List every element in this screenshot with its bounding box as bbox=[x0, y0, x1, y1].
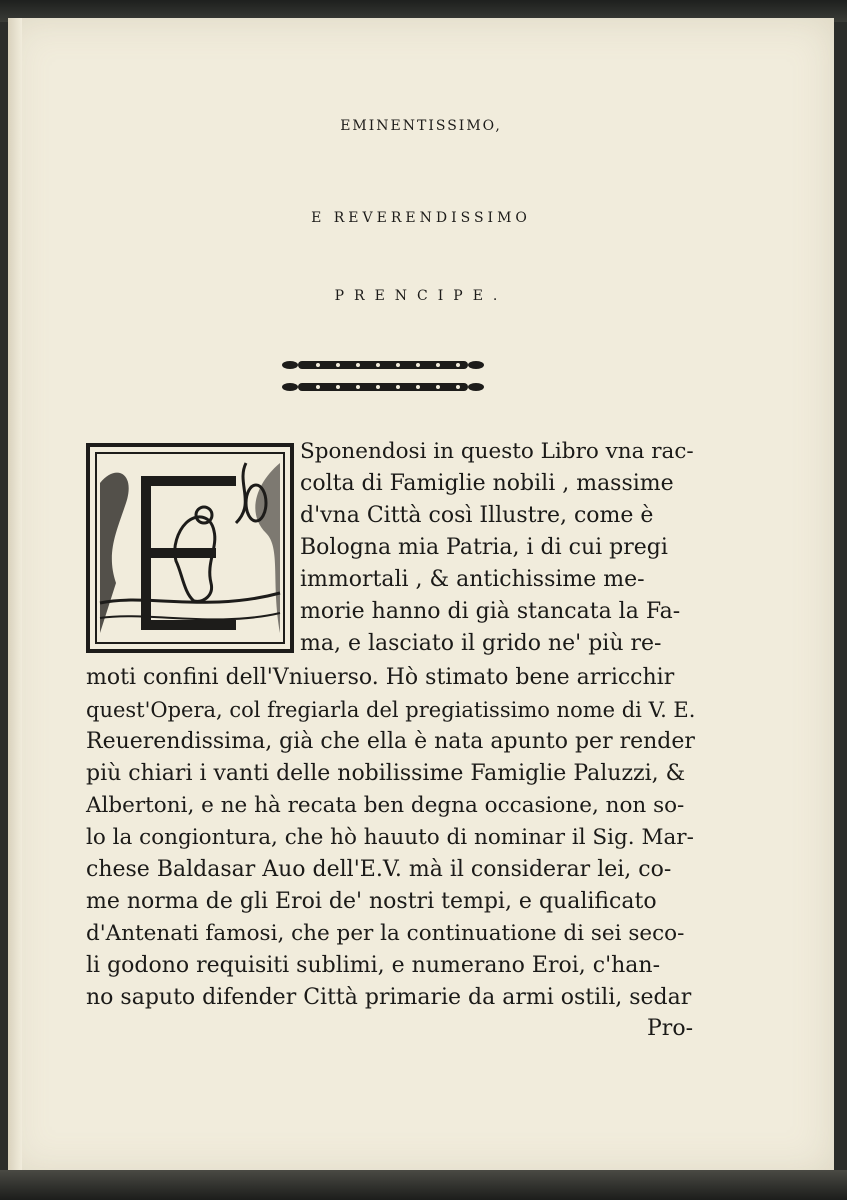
scan-background-bottom bbox=[0, 1170, 847, 1200]
book-page bbox=[8, 18, 834, 1174]
title-line-3: PRENCIPE. bbox=[334, 288, 508, 304]
body-line-1: Sponendosi in questo Libro vna rac- bbox=[300, 439, 694, 464]
body-line-15: me norma de gli Eroi de' nostri tempi, e qualificato bbox=[86, 889, 657, 914]
body-line-5: immortali , & antichissime me- bbox=[300, 567, 645, 592]
catchword: Pro- bbox=[647, 1016, 693, 1041]
woodcut-initial-e bbox=[86, 443, 294, 653]
body-line-8: moti confini dell'Vniuerso. Hò stimato bene arricchir bbox=[86, 665, 675, 690]
body-line-2: colta di Famiglie nobili , massime bbox=[300, 471, 674, 496]
typographic-ornament bbox=[278, 353, 488, 401]
title-line-2: E REVERENDISSIMO bbox=[311, 210, 531, 226]
body-line-17: li godono requisiti sublimi, e numerano Eroi, c'han- bbox=[86, 953, 661, 978]
body-line-18: no saputo difender Città primarie da armi ostili, sedar bbox=[86, 985, 692, 1010]
body-line-4: Bologna mia Patria, i di cui pregi bbox=[300, 535, 668, 560]
body-line-7: ma, e lasciato il grido ne' più re- bbox=[300, 631, 662, 656]
body-line-14: chese Baldasar Auo dell'E.V. mà il considerar lei, co- bbox=[86, 857, 672, 882]
body-line-13: lo la congiontura, che hò hauuto di nominar il Sig. Mar- bbox=[86, 825, 694, 850]
page-binding-shadow bbox=[8, 18, 22, 1174]
body-line-6: morie hanno di già stancata la Fa- bbox=[300, 599, 681, 624]
body-line-11: più chiari i vanti delle nobilissime Famiglie Paluzzi, & bbox=[86, 761, 686, 786]
body-line-9: quest'Opera, col fregiarla del pregiatissimo nome di V. E. bbox=[86, 698, 696, 722]
body-line-16: d'Antenati famosi, che per la continuatione di sei seco- bbox=[86, 921, 685, 946]
body-line-3: d'vna Città così Illustre, come è bbox=[300, 503, 654, 528]
title-line-1: EMINENTISSIMO, bbox=[340, 118, 502, 134]
body-line-12: Albertoni, e ne hà recata ben degna occasione, non so- bbox=[86, 793, 685, 818]
body-line-10: Reuerendissima, già che ella è nata apunto per render bbox=[86, 729, 695, 754]
